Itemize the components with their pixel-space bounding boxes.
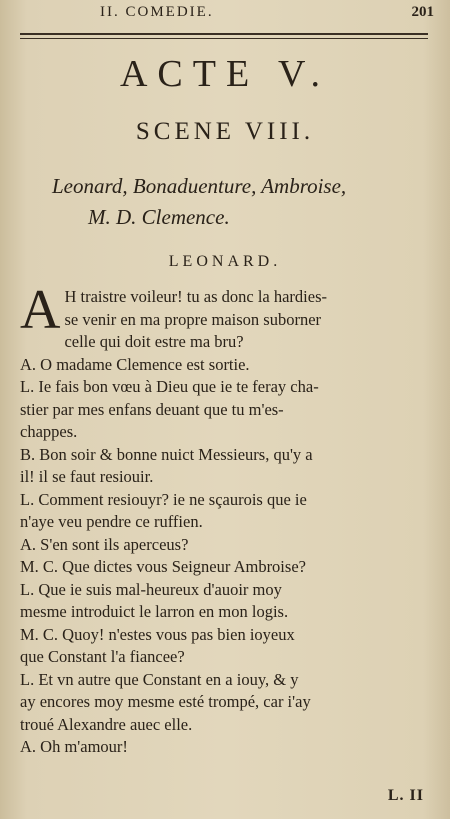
text-line: B. Bon soir & bonne nuict Messieurs, qu'y a [20,444,313,464]
text-line: A. S'en sont ils aperceus? [20,534,189,554]
text-line: L. Comment resiouyr? ie ne sçaurois que ie [20,489,307,509]
text-line: se venir en ma propre maison suborner [64,309,322,329]
text-line: mesme introduict le larron en mon logis. [20,602,289,621]
text-line: L. Ie fais bon vœu à Dieu que ie te feray cha- [20,377,319,396]
text-line: A. Oh m'amour! [20,737,128,756]
text-line: troué Alexandre auec elle. [20,714,193,734]
header-rule [20,33,428,39]
drop-capital: A [20,279,61,341]
page-number: 201 [411,4,434,20]
running-title: II. COMEDIE. [100,4,214,20]
text-line: il! il se faut resiouir. [20,467,154,486]
text-line: A. O madame Clemence est sortie. [20,354,250,374]
speaker-heading: LEONARD. [168,253,282,270]
text-line: ay encores moy mesme esté trompé, car i'ay [20,692,311,711]
running-head [18,4,434,26]
text-line: L. Que ie suis mal-heureux d'auoir moy [20,579,282,599]
text-line: que Constant l'a fiancee? [20,647,185,666]
text-line: stier par mes enfans deuant que tu m'es- [20,399,284,419]
text-line: M. C. Que dictes vous Seigneur Ambroise? [20,557,306,576]
character-list-line: Leonard, Bonaduenture, Ambroise, [52,174,347,198]
catchword: L. II [387,787,424,804]
act-heading: ACTE V. [119,53,331,95]
text-line: H traistre voileur! tu as donc la hardies- [64,287,327,306]
text-line: n'aye veu pendre ce ruffien. [20,512,203,531]
character-list [52,171,432,233]
text-line: celle qui doit estre ma bru? [64,332,244,351]
text-line: chappes. [20,422,78,441]
text-line: M. C. Quoy! n'estes vous pas bien ioyeux [20,624,295,644]
character-list-line: M. D. Clemence. [88,205,230,229]
dialogue-text [20,279,430,759]
scene-heading: SCENE VIII. [135,118,315,145]
text-line: L. Et vn autre que Constant en a iouy, & y [20,669,299,689]
